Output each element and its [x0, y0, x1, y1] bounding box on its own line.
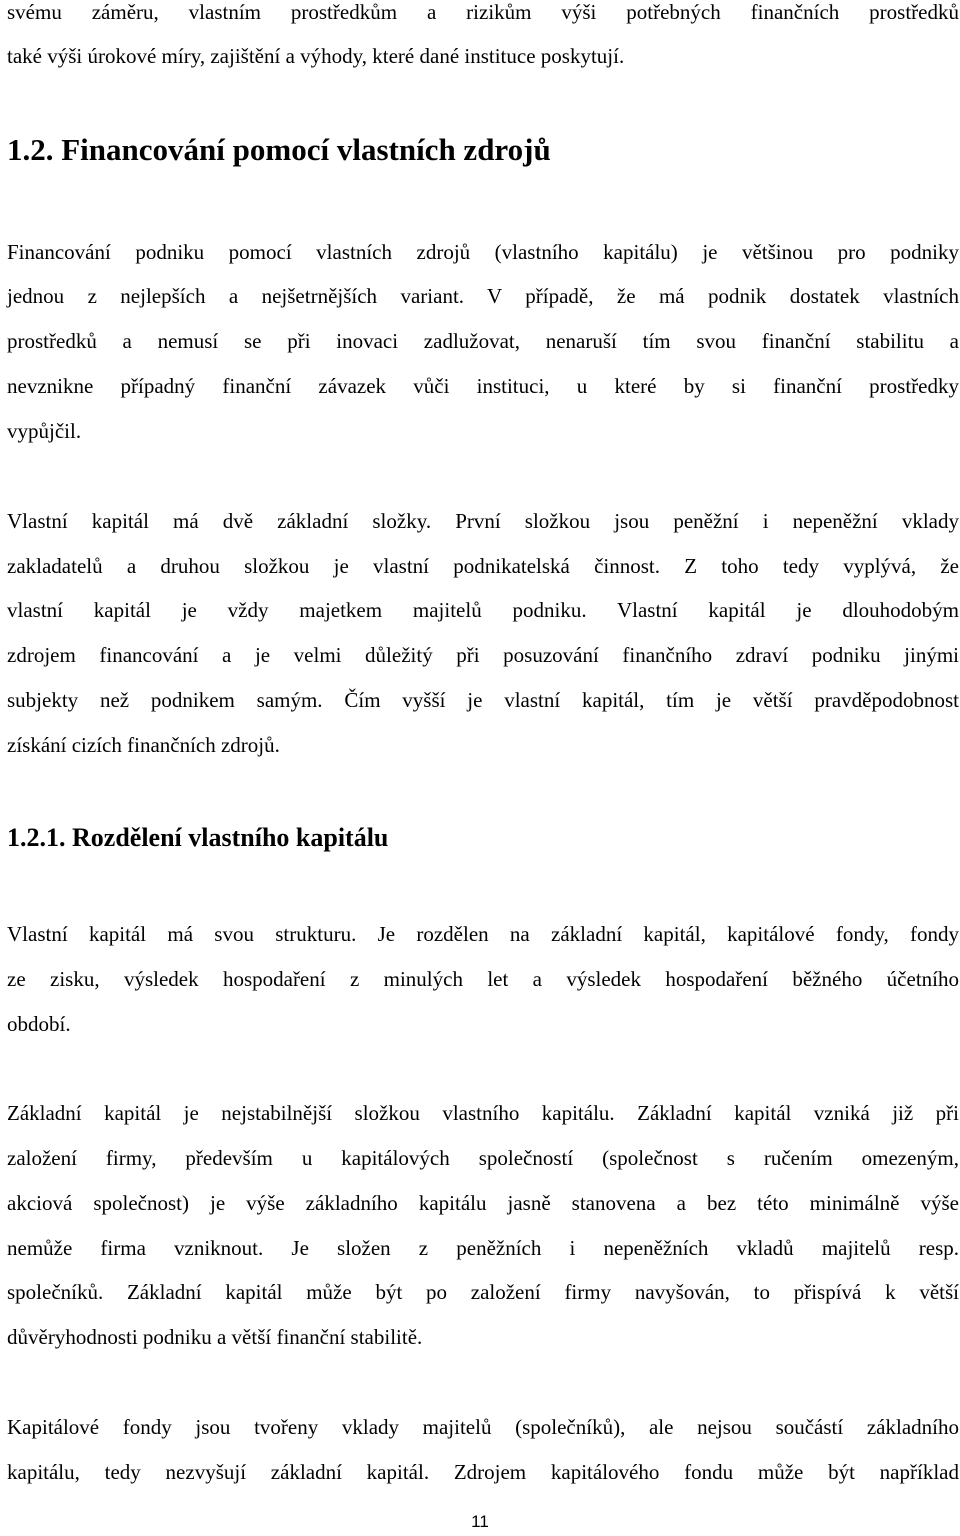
paragraph-line: kapitálu, tedy nezvyšují základní kapitál. Zdrojem kapitálového fondu může být například — [7, 1460, 959, 1484]
paragraph-line: získání cizích finančních zdrojů. — [7, 733, 280, 757]
paragraph-line: Financování podniku pomocí vlastních zdrojů (vlastního kapitálu) je většinou pro podniky — [7, 240, 959, 264]
paragraph-line: svému záměru, vlastním prostředkům a rizikům výši potřebných finančních prostředků — [7, 0, 959, 24]
paragraph-line: vypůjčil. — [7, 419, 82, 443]
paragraph-line: období. — [7, 1012, 71, 1036]
paragraph-line: prostředků a nemusí se při inovaci zadlužovat, nenaruší tím svou finanční stabilitu a — [7, 329, 959, 353]
paragraph-line: společníků. Základní kapitál může být po založení firmy navyšován, to přispívá k větší — [7, 1280, 959, 1304]
paragraph-line: Vlastní kapitál má svou strukturu. Je rozdělen na základní kapitál, kapitálové fondy, fondy — [7, 922, 959, 946]
paragraph-line: nemůže firma vzniknout. Je složen z peněžních i nepeněžních vkladů majitelů resp. — [7, 1236, 959, 1260]
paragraph-line: jednou z nejlepších a nejšetrnějších variant. V případě, že má podnik dostatek vlastních — [7, 284, 959, 308]
paragraph-line: Kapitálové fondy jsou tvořeny vklady majitelů (společníků), ale nejsou součástí základního — [7, 1415, 959, 1439]
page-number: 11 — [471, 1512, 489, 1531]
paragraph-line: zakladatelů a druhou složkou je vlastní podnikatelská činnost. Z toho tedy vyplývá, že — [7, 554, 959, 578]
paragraph-line: důvěryhodnosti podniku a větší finanční stabilitě. — [7, 1325, 423, 1349]
paragraph-line: Základní kapitál je nejstabilnější složkou vlastního kapitálu. Základní kapitál vzniká již při — [7, 1101, 959, 1125]
section-heading: 1.2. Financování pomocí vlastních zdrojů — [7, 132, 551, 167]
paragraph-line: vlastní kapitál je vždy majetkem majitelů podniku. Vlastní kapitál je dlouhodobým — [7, 598, 959, 622]
paragraph-line: založení firmy, především u kapitálových společností (společnost s ručením omezeným, — [7, 1146, 959, 1170]
paragraph-line: subjekty než podnikem samým. Čím vyšší je vlastní kapitál, tím je větší pravděpodobnost — [7, 688, 959, 712]
paragraph-line: nevznikne případný finanční závazek vůči instituci, u které by si finanční prostředky — [7, 374, 959, 398]
paragraph-line: Vlastní kapitál má dvě základní složky. První složkou jsou peněžní i nepeněžní vklady — [7, 509, 959, 533]
paragraph-line: zdrojem financování a je velmi důležitý při posuzování finančního zdraví podniku jinými — [7, 643, 959, 667]
subsection-heading: 1.2.1. Rozdělení vlastního kapitálu — [7, 823, 389, 852]
paragraph-line: akciová společnost) je výše základního kapitálu jasně stanovena a bez této minimálně výše — [7, 1191, 959, 1215]
paragraph-line: také výši úrokové míry, zajištění a výhody, které dané instituce poskytují. — [7, 44, 625, 68]
paragraph-line: ze zisku, výsledek hospodaření z minulých let a výsledek hospodaření běžného účetního — [7, 967, 959, 991]
